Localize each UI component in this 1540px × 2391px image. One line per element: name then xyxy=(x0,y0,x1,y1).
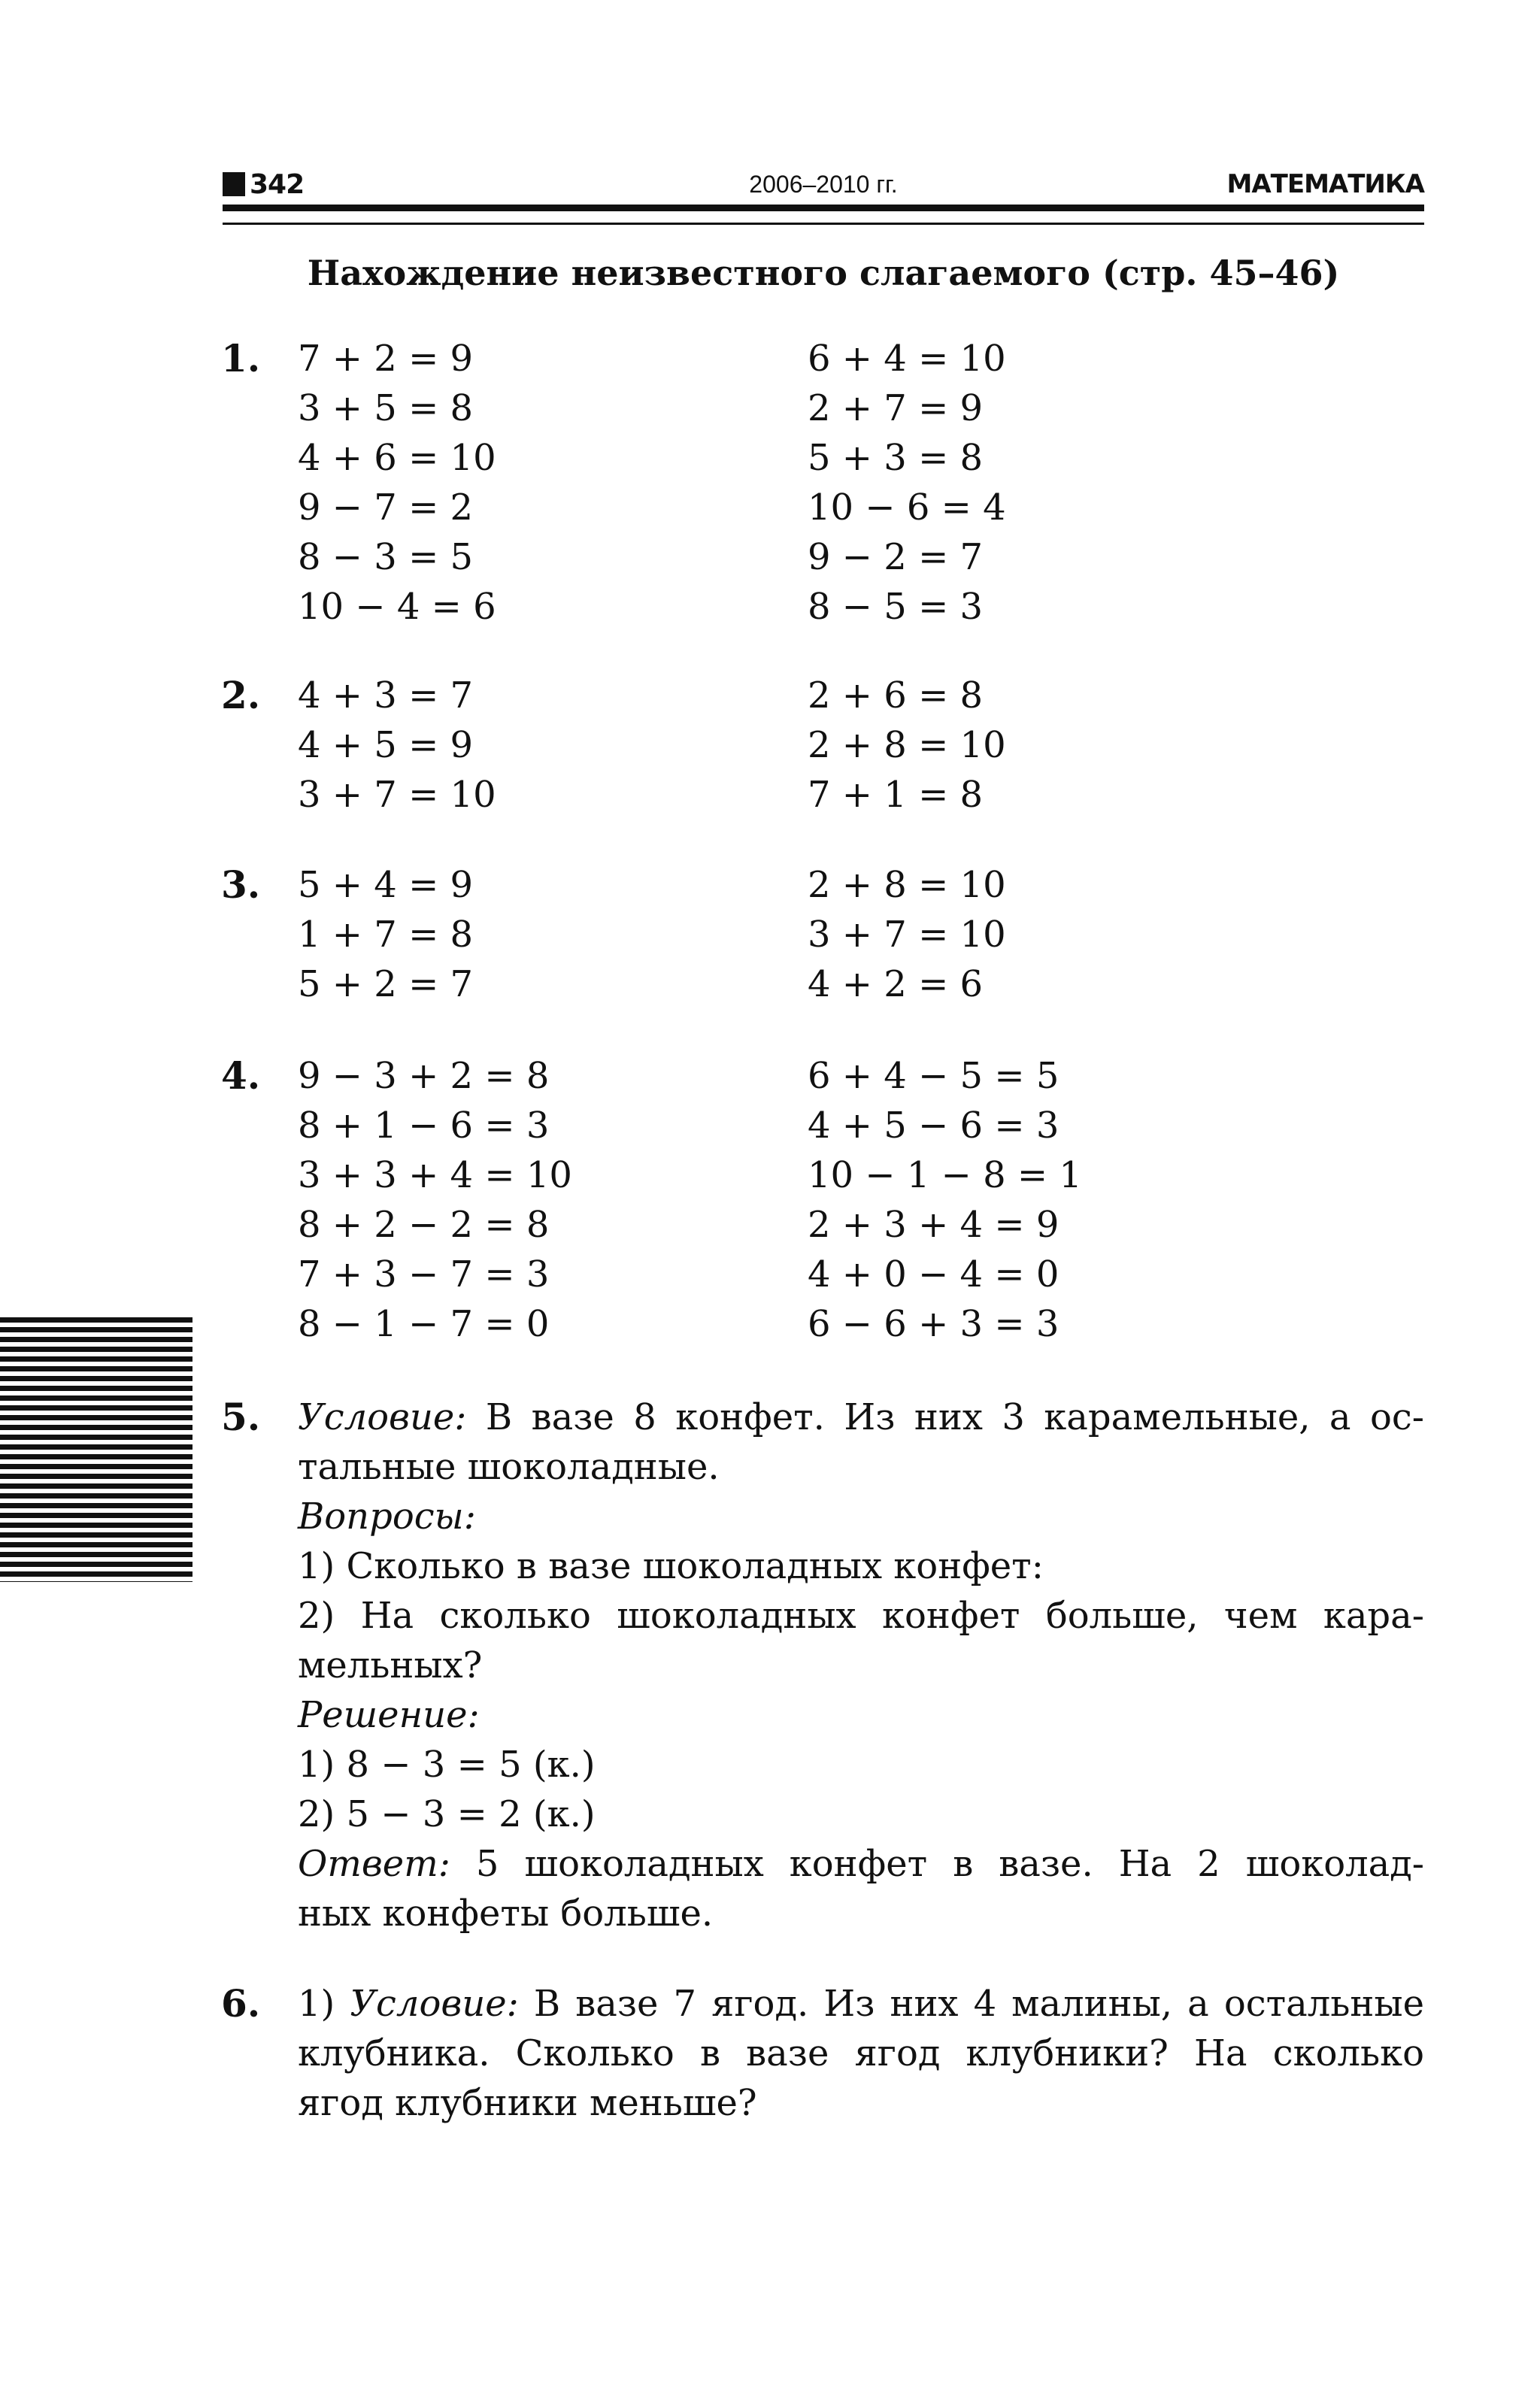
condition-label: Условие: xyxy=(350,1983,519,2025)
equation-column-left xyxy=(298,860,473,1009)
equation: 8 − 1 − 7 = 0 xyxy=(298,1303,550,1345)
equation: 6 + 4 = 10 xyxy=(808,338,1006,380)
equation-column-right xyxy=(808,1051,1082,1349)
equation: 5 + 4 = 9 xyxy=(298,864,474,906)
problem-6-line-1 xyxy=(298,1979,1424,2029)
equation: 3 + 3 + 4 = 10 xyxy=(298,1154,572,1196)
equation: 3 + 7 = 10 xyxy=(808,914,1006,956)
equation: 9 − 3 + 2 = 8 xyxy=(298,1055,550,1097)
exercise-number: 2. xyxy=(221,673,261,717)
equation: 10 − 4 = 6 xyxy=(298,586,496,628)
equation: 2 + 3 + 4 = 9 xyxy=(808,1204,1060,1246)
equation: 5 + 2 = 7 xyxy=(298,963,474,1005)
condition-text: В вазе 7 ягод. Из них 4 малины, а остальные xyxy=(533,1983,1424,2025)
equation: 2 + 8 = 10 xyxy=(808,724,1006,766)
header-years: 2006–2010 гг. xyxy=(749,171,898,198)
equation: 4 + 2 = 6 xyxy=(808,963,984,1005)
equation: 2 + 7 = 9 xyxy=(808,387,984,429)
header-rule-thin xyxy=(223,223,1424,225)
equation-column-right xyxy=(808,334,1006,632)
equation: 8 − 3 = 5 xyxy=(298,536,474,578)
equation: 10 − 6 = 4 xyxy=(808,486,1006,529)
equation: 4 + 3 = 7 xyxy=(298,674,474,717)
equation: 7 + 1 = 8 xyxy=(808,774,984,816)
equation-column-right xyxy=(808,860,1006,1009)
equation: 2 + 6 = 8 xyxy=(808,674,984,717)
equation: 7 + 2 = 9 xyxy=(298,338,474,380)
condition-label: Условие: xyxy=(298,1396,467,1438)
equation: 5 + 3 = 8 xyxy=(808,437,984,479)
equation-column-left xyxy=(298,334,496,632)
problem-6 xyxy=(298,1979,1424,2128)
equation: 8 − 5 = 3 xyxy=(808,586,984,628)
page-number: 342 xyxy=(250,168,305,200)
equation: 6 + 4 − 5 = 5 xyxy=(808,1055,1060,1097)
answer-label: Ответ: xyxy=(298,1843,450,1885)
problem-number: 5. xyxy=(221,1395,261,1439)
solution-step-1: 1) 8 − 3 = 5 (к.) xyxy=(298,1744,596,1786)
equation: 10 − 1 − 8 = 1 xyxy=(808,1154,1082,1196)
problem-5 xyxy=(298,1392,1424,1938)
equation: 4 + 6 = 10 xyxy=(298,437,496,479)
exercise-number: 4. xyxy=(221,1053,261,1098)
equation: 1 + 7 = 8 xyxy=(298,914,474,956)
problem-6-line-3: ягод клубники меньше? xyxy=(298,2082,757,2124)
header-subject: МАТЕМАТИКА xyxy=(1226,169,1424,199)
problem-6-prefix: 1) xyxy=(298,1983,335,2025)
section-title: Нахождение неизвестного слагаемого (стр. 45–46) xyxy=(307,253,1340,293)
equation: 4 + 5 = 9 xyxy=(298,724,474,766)
thumb-index-stripes xyxy=(0,1317,192,1582)
equation: 4 + 0 − 4 = 0 xyxy=(808,1253,1060,1296)
condition-text: В вазе 8 конфет. Из них 3 карамельные, а ос- xyxy=(485,1396,1424,1438)
problem-6-line-2: клубника. Сколько в вазе ягод клубники? На сколько xyxy=(298,2032,1424,2074)
answer-line-2: ных конфеты больше. xyxy=(298,1892,714,1935)
equation: 6 − 6 + 3 = 3 xyxy=(808,1303,1060,1345)
header-rule-thick xyxy=(223,205,1424,211)
question-2-line-2: мельных? xyxy=(298,1644,483,1686)
equation-column-left xyxy=(298,1051,572,1349)
answer-text: 5 шоколадных конфет в вазе. На 2 шоколад- xyxy=(475,1843,1424,1885)
answer-line-1 xyxy=(298,1839,1424,1889)
condition-line-1 xyxy=(298,1392,1424,1442)
equation: 2 + 8 = 10 xyxy=(808,864,1006,906)
equation-column-right xyxy=(808,671,1006,820)
equation: 7 + 3 − 7 = 3 xyxy=(298,1253,550,1296)
equation: 3 + 5 = 8 xyxy=(298,387,474,429)
equation: 3 + 7 = 10 xyxy=(298,774,496,816)
equation: 9 − 7 = 2 xyxy=(298,486,474,529)
solution-label: Решение: xyxy=(298,1694,480,1736)
equation-column-left xyxy=(298,671,496,820)
equation: 8 + 1 − 6 = 3 xyxy=(298,1105,550,1147)
questions-label: Вопросы: xyxy=(298,1496,476,1538)
solution-step-2: 2) 5 − 3 = 2 (к.) xyxy=(298,1793,596,1835)
question-1: 1) Сколько в вазе шоколадных конфет: xyxy=(298,1545,1044,1587)
question-2-line-1: 2) На сколько шоколадных конфет больше, чем кара- xyxy=(298,1595,1424,1637)
equation: 9 − 2 = 7 xyxy=(808,536,984,578)
exercise-number: 1. xyxy=(221,336,261,380)
condition-line-2: тальные шоколадные. xyxy=(298,1446,720,1488)
equation: 8 + 2 − 2 = 8 xyxy=(298,1204,550,1246)
equation: 4 + 5 − 6 = 3 xyxy=(808,1105,1060,1147)
exercise-number: 3. xyxy=(221,862,261,907)
problem-number: 6. xyxy=(221,1981,261,2026)
